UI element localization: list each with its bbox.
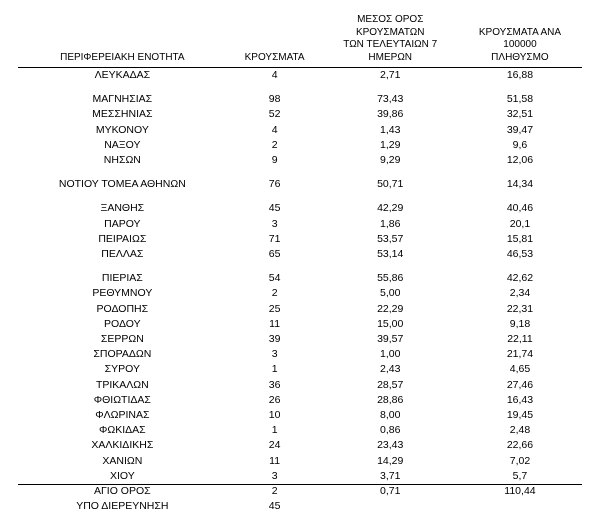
table-row [18, 68, 582, 84]
cell-cases: 45 [227, 201, 323, 216]
table-row [18, 153, 582, 168]
cell-region: ΜΥΚΟΝΟΥ [18, 123, 227, 138]
column-header-region-label: ΠΕΡΙΦΕΡΕΙΑΚΗ ΕΝΟΤΗΤΑ [60, 52, 184, 63]
cell-region: ΣΥΡΟΥ [18, 362, 227, 377]
cell-per-population: 2,34 [458, 286, 582, 301]
table-bottom-rule [18, 484, 582, 485]
cell-average: 42,29 [323, 201, 458, 216]
cell-per-population: 15,81 [458, 232, 582, 247]
cell-cases [227, 168, 323, 177]
cases-table [18, 14, 582, 514]
cell-cases: 1 [227, 362, 323, 377]
cell-region: ΞΑΝΘΗΣ [18, 201, 227, 216]
table-spacer-row [18, 192, 582, 201]
cell-average: 53,57 [323, 232, 458, 247]
cell-per-population: 7,02 [458, 454, 582, 469]
table-row [18, 438, 582, 453]
cell-per-population: 32,51 [458, 107, 582, 122]
column-header-average-line1: ΜΕΣΟΣ ΟΡΟΣ ΚΡΟΥΣΜΑΤΩΝ [327, 14, 454, 39]
cell-region: ΠΙΕΡΙΑΣ [18, 271, 227, 286]
cell-region: ΧΙΟΥ [18, 469, 227, 484]
cell-average: 28,86 [323, 393, 458, 408]
cell-cases [227, 83, 323, 92]
table-row [18, 92, 582, 107]
cell-region: ΧΑΛΚΙΔΙΚΗΣ [18, 438, 227, 453]
cell-cases: 2 [227, 138, 323, 153]
cell-average: 23,43 [323, 438, 458, 453]
cell-average: 5,00 [323, 286, 458, 301]
cell-cases: 25 [227, 302, 323, 317]
cell-average: 55,86 [323, 271, 458, 286]
cell-region: ΡΟΔΟΥ [18, 317, 227, 332]
cell-per-population [458, 192, 582, 201]
cell-per-population [458, 499, 582, 514]
cell-cases: 26 [227, 393, 323, 408]
column-header-average [323, 14, 458, 68]
cell-average: 1,43 [323, 123, 458, 138]
cell-cases: 2 [227, 484, 323, 499]
cell-region: ΧΑΝΙΩΝ [18, 454, 227, 469]
table-row [18, 469, 582, 484]
cell-region: ΠΕΛΛΑΣ [18, 247, 227, 262]
table-spacer-row [18, 83, 582, 92]
cell-per-population: 20,1 [458, 217, 582, 232]
table-row [18, 393, 582, 408]
cell-cases: 39 [227, 332, 323, 347]
cell-average: 50,71 [323, 177, 458, 192]
column-header-cases-label: ΚΡΟΥΣΜΑΤΑ [245, 52, 305, 63]
table-row [18, 271, 582, 286]
cell-cases: 9 [227, 153, 323, 168]
table-body [18, 68, 582, 514]
cell-average: 0,86 [323, 423, 458, 438]
table-row [18, 232, 582, 247]
table-row [18, 499, 582, 514]
cell-per-population: 5,7 [458, 469, 582, 484]
cell-average: 73,43 [323, 92, 458, 107]
cell-region: ΦΘΙΩΤΙΔΑΣ [18, 393, 227, 408]
cell-region: ΠΑΡΟΥ [18, 217, 227, 232]
table-row [18, 332, 582, 347]
cell-region: ΥΠΟ ΔΙΕΡΕΥΝΗΣΗ [18, 499, 227, 514]
cell-per-population: 110,44 [458, 484, 582, 499]
cell-per-population: 39,47 [458, 123, 582, 138]
cell-average: 1,29 [323, 138, 458, 153]
cell-region [18, 168, 227, 177]
cell-cases: 11 [227, 454, 323, 469]
cell-per-population: 2,48 [458, 423, 582, 438]
cell-per-population: 19,45 [458, 408, 582, 423]
cell-cases: 71 [227, 232, 323, 247]
cell-cases [227, 192, 323, 201]
cell-per-population [458, 168, 582, 177]
table-row [18, 484, 582, 499]
cell-region: ΣΠΟΡΑΔΩΝ [18, 347, 227, 362]
cell-region [18, 262, 227, 271]
cell-average [323, 262, 458, 271]
cell-per-population: 22,31 [458, 302, 582, 317]
cell-cases: 65 [227, 247, 323, 262]
table-row [18, 317, 582, 332]
cell-average [323, 192, 458, 201]
column-header-per-population [458, 14, 582, 68]
cell-region: ΝΗΣΩΝ [18, 153, 227, 168]
cell-cases: 1 [227, 423, 323, 438]
table-spacer-row [18, 168, 582, 177]
table-row [18, 347, 582, 362]
cell-per-population: 22,66 [458, 438, 582, 453]
cell-average: 8,00 [323, 408, 458, 423]
column-header-average-line2: ΤΩΝ ΤΕΛΕΥΤΑΙΩΝ 7 ΗΜΕΡΩΝ [327, 39, 454, 64]
cell-per-population: 12,06 [458, 153, 582, 168]
cell-region: ΦΛΩΡΙΝΑΣ [18, 408, 227, 423]
cell-cases: 54 [227, 271, 323, 286]
cell-per-population [458, 262, 582, 271]
cell-average: 0,71 [323, 484, 458, 499]
cell-per-population: 9,18 [458, 317, 582, 332]
table-row [18, 247, 582, 262]
cell-average: 15,00 [323, 317, 458, 332]
table-row [18, 177, 582, 192]
cell-region: ΣΕΡΡΩΝ [18, 332, 227, 347]
cell-per-population: 21,74 [458, 347, 582, 362]
cell-region: ΜΕΣΣΗΝΙΑΣ [18, 107, 227, 122]
table-row [18, 454, 582, 469]
table-row [18, 201, 582, 216]
cell-cases: 4 [227, 123, 323, 138]
cell-average: 39,86 [323, 107, 458, 122]
cell-per-population: 16,88 [458, 68, 582, 84]
column-header-region [18, 14, 227, 68]
cell-per-population: 22,11 [458, 332, 582, 347]
cell-cases: 45 [227, 499, 323, 514]
cell-cases: 2 [227, 286, 323, 301]
cell-per-population: 14,34 [458, 177, 582, 192]
cell-average: 22,29 [323, 302, 458, 317]
cell-average: 1,00 [323, 347, 458, 362]
table-spacer-row [18, 262, 582, 271]
cell-region: ΝΑΞΟΥ [18, 138, 227, 153]
table-row [18, 302, 582, 317]
table-row [18, 286, 582, 301]
cell-region: ΠΕΙΡΑΙΩΣ [18, 232, 227, 247]
table-row [18, 423, 582, 438]
cell-average: 2,71 [323, 68, 458, 84]
table-row [18, 138, 582, 153]
cell-per-population: 9,6 [458, 138, 582, 153]
cell-cases: 36 [227, 378, 323, 393]
cell-cases: 3 [227, 217, 323, 232]
table-row [18, 123, 582, 138]
cell-average: 14,29 [323, 454, 458, 469]
cell-region: ΡΕΘΥΜΝΟΥ [18, 286, 227, 301]
table-header [18, 14, 582, 68]
cell-average: 28,57 [323, 378, 458, 393]
cell-cases: 52 [227, 107, 323, 122]
cell-cases: 76 [227, 177, 323, 192]
cell-region: ΝΟΤΙΟΥ ΤΟΜΕΑ ΑΘΗΝΩΝ [18, 177, 227, 192]
table-row [18, 408, 582, 423]
cell-per-population [458, 83, 582, 92]
cell-cases: 3 [227, 469, 323, 484]
table-row [18, 362, 582, 377]
cell-cases: 98 [227, 92, 323, 107]
cell-region: ΜΑΓΝΗΣΙΑΣ [18, 92, 227, 107]
column-header-cases [227, 14, 323, 68]
cell-per-population: 42,62 [458, 271, 582, 286]
cell-average: 2,43 [323, 362, 458, 377]
column-header-per-population-line1: ΚΡΟΥΣΜΑΤΑ ΑΝΑ 100000 [462, 27, 578, 52]
cell-per-population: 16,43 [458, 393, 582, 408]
cell-average [323, 168, 458, 177]
cell-region: ΑΓΙΟ ΟΡΟΣ [18, 484, 227, 499]
cell-per-population: 40,46 [458, 201, 582, 216]
cell-cases: 4 [227, 68, 323, 84]
cell-cases [227, 262, 323, 271]
cell-cases: 24 [227, 438, 323, 453]
cell-average: 39,57 [323, 332, 458, 347]
cell-average: 53,14 [323, 247, 458, 262]
cell-average [323, 83, 458, 92]
cell-average: 3,71 [323, 469, 458, 484]
cell-cases: 3 [227, 347, 323, 362]
cell-per-population: 27,46 [458, 378, 582, 393]
cell-cases: 10 [227, 408, 323, 423]
cell-per-population: 46,53 [458, 247, 582, 262]
cell-region: ΛΕΥΚΑΔΑΣ [18, 68, 227, 84]
cell-average: 1,86 [323, 217, 458, 232]
table-row [18, 107, 582, 122]
cell-region [18, 192, 227, 201]
cell-average [323, 499, 458, 514]
table-row [18, 217, 582, 232]
cell-region [18, 83, 227, 92]
cell-cases: 11 [227, 317, 323, 332]
cell-average: 9,29 [323, 153, 458, 168]
cell-per-population: 4,65 [458, 362, 582, 377]
cell-region: ΤΡΙΚΑΛΩΝ [18, 378, 227, 393]
column-header-per-population-line2: ΠΛΗΘΥΣΜΟ [462, 52, 578, 65]
table-row [18, 378, 582, 393]
cell-per-population: 51,58 [458, 92, 582, 107]
cell-region: ΡΟΔΟΠΗΣ [18, 302, 227, 317]
table-header-row [18, 14, 582, 68]
cell-region: ΦΩΚΙΔΑΣ [18, 423, 227, 438]
